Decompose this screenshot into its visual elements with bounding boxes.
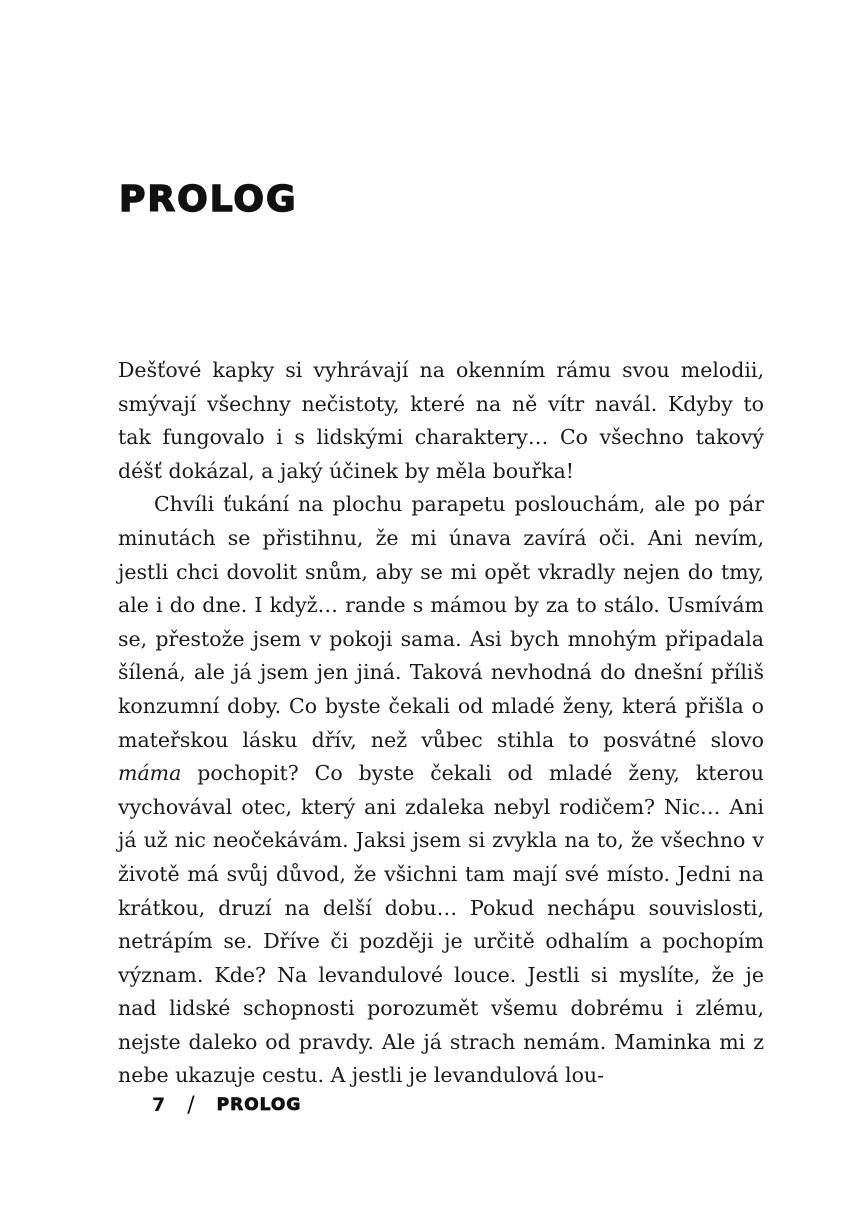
- paragraph-1: Dešťové kapky si vyhrávají na okenním rámu svou melodii, smývají všechny nečistoty, které na ně vítr navál. Kdyby to tak fungovalo i s lidskými charaktery… Co všechno takový déšť dokázal, a jaký účinek by měla bouřka!: [118, 358, 764, 483]
- page-footer: [152, 1090, 301, 1120]
- chapter-title: PROLOG: [119, 179, 298, 220]
- page-number: 7: [152, 1094, 166, 1116]
- paragraph-2-emphasis: máma: [118, 761, 182, 786]
- footer-separator: /: [187, 1092, 195, 1118]
- paragraph-2-text-before: Chvíli ťukání na plochu parapetu poslouchám, ale po pár minutách se přistihnu, že mi únava zavírá oči. Ani nevím, jestli chci dovolit snům, aby se mi opět vkradly nejen do tmy, ale i do dne. I když… rande s mámou by za to stálo. Usmívám se, přestože jsem v pokoji sama. Asi bych mnohým připadala šílená, ale já jsem jen jiná. Taková nevhodná do dnešní příliš konzumní doby. Co byste čekali od mladé ženy, která přišla o mateřskou lásku dřív, než vůbec stihla to posvátné slovo: [118, 492, 764, 752]
- paragraph-2: [118, 488, 764, 1093]
- paragraph-2-text-after: pochopit? Co byste čekali od mladé ženy, kterou vychovával otec, který ani zdaleka nebyl rodičem? Nic… Ani já už nic neočekávám. Jaksi jsem si zvykla na to, že všechno v životě má svůj důvod, že všichni tam mají své místo. Jedni na krátkou, druzí na delší dobu… Pokud nechápu souvislosti, netrápím se. Dříve či později je určitě odhalím a pochopím význam. Kde? Na levandulové louce. Jestli si myslíte, že je nad lidské schopnosti porozumět všemu dobrému i zlému, nejste daleko od pravdy. Ale já strach nemám. Maminka mi z nebe ukazuje cestu. A jestli je levandulová lou-: [118, 761, 764, 1088]
- body-text: [118, 354, 764, 1093]
- running-title: PROLOG: [216, 1095, 302, 1115]
